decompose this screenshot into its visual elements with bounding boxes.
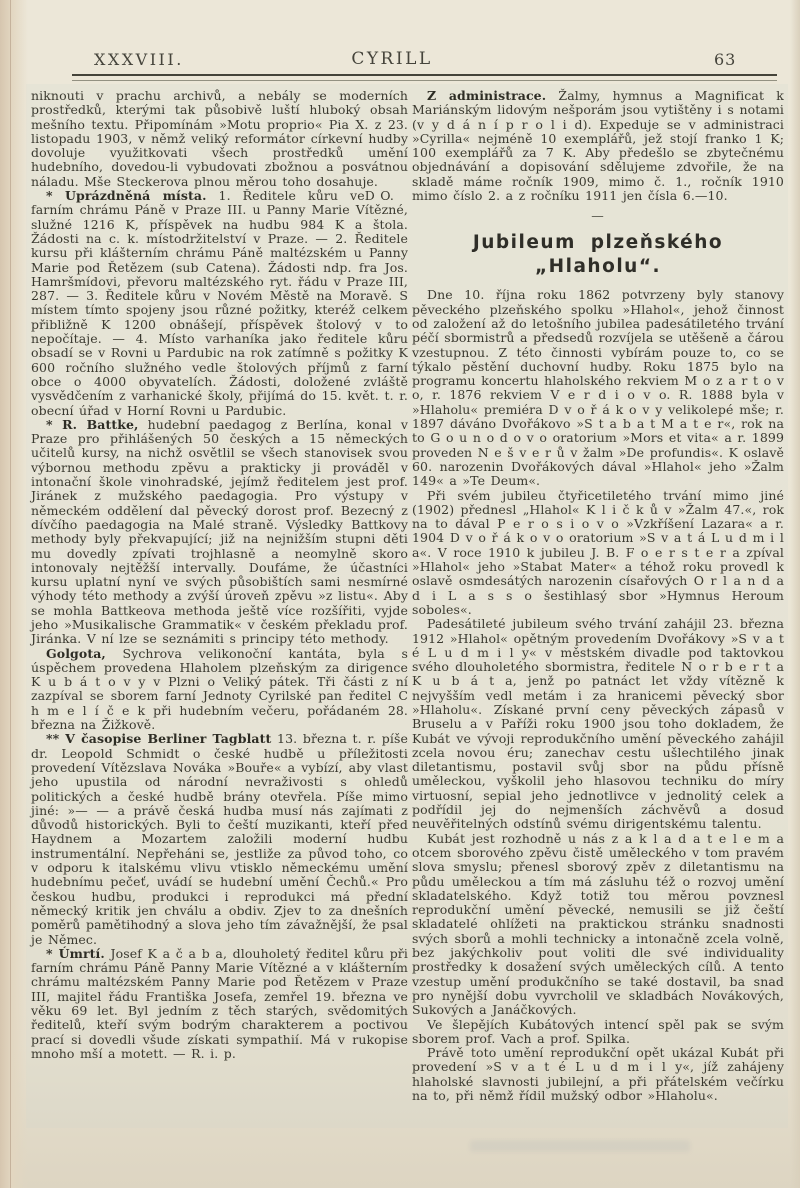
article-title bbox=[412, 231, 784, 279]
header-rule bbox=[72, 74, 777, 81]
paragraph-obituary bbox=[31, 947, 408, 1061]
paragraph-golgota bbox=[31, 647, 408, 733]
section-lead: * Uprázdněná místa. bbox=[46, 188, 207, 204]
page-number: 63 bbox=[714, 50, 737, 69]
paragraph-vacant-positions bbox=[31, 189, 408, 418]
paragraph-text: Sychrova velikonoční kantáta, byla s úspěchem provedena Hlaholem plzeňským za dirigence K u b á t o v y v Plzni o Veliký pátek. Tři části z ní zazpíval se sborem farní Jednoty Cyrilské pan ředitel C h m e l í č e k při hudebním večeru, pořádaném 28. března na Žižkově. bbox=[31, 645, 408, 733]
paragraph-text: 1. Ředitele kůru ve farním chrámu Páně v Praze III. u Panny Marie Vítězné, služné 1216 K, příspěvek na hudbu 984 K a štola. Žádosti na c. k. místodržitelství v Praze. — 2. Ředitele kursu při klášterním chrámu Páně maltézském u Panny Marie pod Řetězem (sub Catena). Žádosti ndp. fra Jos. Hamršmídovi, převoru maltézského ryt. řádu v Praze III, 287. — 3. Ředitele kůru v Novém Městě na Moravě. S místem tímto spojeny jsou různé požitky, kteréž celkem přibližně K 1200 obnášejí, příspěvek štolový v to nepočítaje. — 4. Místo varhaníka jako ředitele kůru obsadí se v Rovni u Pardubic na rok zatímně s požitky K 600 ročního služného vedle štolových příjmů z farní obce o 4000 obyvatelích. Žádosti, doložené zvláště vysvědčením z varhanické školy, přijímá do 15. květ. t. r. obecní úřad v Horní Rovni u Pardubic. bbox=[31, 188, 408, 418]
paragraph-administration bbox=[412, 89, 784, 203]
paragraph-berliner-tagblatt bbox=[31, 732, 408, 946]
article-paragraph: Při svém jubileu čtyřicetiletého trvání mimo jiné (1902) přednesl „Hlahol« K l i č k ů v »Žalm 47.«, rok na to dával P e r o s i o v o »Vzkříšení Lazara« a r. 1904 D v o ř á k o v o oratorium »S v a t á L u d m i l a«. V roce 1910 k jubileu J. B. F o e r s t e r a zpíval »Hlahol« jeho »Stabat Mater« a téhož roku provedl k oslavě osmdesátých narozenin císařových O r l a n d a d i L a s s o šestihlasý sbor »Hymnus Heroum soboles«. bbox=[412, 487, 784, 617]
section-lead: * R. Battke, bbox=[46, 416, 139, 432]
paragraph-text: niknouti v prachu archivů, a nebály se moderních prostředků, kterými tak působivě luští hluboký obsah mešního textu. Připomínám »Motu proprio« Pia X. z 23. listopadu 1903, v němž veliký reformátor církevní hudby dovoluje využitkovati všech prostředků umění hudebního, dovedou-li vybudovati zbožnou a posvátnou náladu. Mše Steckerova plnou měrou toho dosahuje. bbox=[31, 88, 408, 189]
section-separator: — bbox=[591, 208, 605, 224]
paragraph-text: Žalmy, hymnus a Magnificat k Mariánským lidovým nešporám jsou vytištěny i s notami (v y d á n í p r o l i d). Expeduje se v administraci »Cyrilla« nejméně 10 exemplářů, jež stojí franko 1 K; 100 exemplářů za 7 K. Aby předešlo se zbytečnému objednávání a dopisování sdělujeme zdvořile, že na skladě máme ročník 1909, mimo č. 1., ročník 1910 mimo číslo 2. a z ročníku 1911 jen čísla 6.—10. bbox=[412, 88, 784, 204]
left-column bbox=[31, 89, 408, 1061]
paragraph-text: 13. března t. r. píše dr. Leopold Schmidt o české hudbě u příležitosti provedení Vítězslava Nováka »Bouře« a vybízí, aby vlast jeho upustila od národní nevraživosti s ohledů politických a české hudbě brány otevřela. Píše mimo jiné: »— — a právě česká hudba musí nás zajímati z důvodů historických. Byli to čeští muzikanti, kteří před Haydnem a Mozartem založili moderní hudbu instrumentální. Nepřeháni se, jestliže za původ toho, co v odporu k italskému vlivu vtisklo německému umění hudebnímu pečeť, uvádí se hudební umění Čechů.« Pro českou hudbu, produkci i reprodukci má přední německý kritik jen chválu a obdiv. Zjev to za dnešních poměrů pamětihodný a slova jeho tím závažnější, že psal je Němec. bbox=[31, 731, 408, 947]
section-lead: ** V časopise Berliner Tagblatt bbox=[46, 731, 272, 747]
journal-title: CYRILL bbox=[351, 49, 433, 69]
paragraph-battke bbox=[31, 418, 408, 647]
right-column bbox=[412, 89, 784, 1103]
section-lead: Z administrace. bbox=[427, 88, 547, 103]
page-edge-shadow bbox=[790, 0, 800, 1188]
page-fold-shadow bbox=[0, 0, 28, 1188]
article-paragraph: Dne 10. října roku 1862 potvrzeny byly stanovy pěveckého plzeňského spolku »Hlahol«, jehož činnost od založení až do letošního jubilea padesátiletého trvání péčí sbormistrů a předsedů rozvíjela se utěšeně a čárou vzestupnou. Z této činnosti vybírám pouze to, co se týkalo pěstění duchovní hudby. Roku 1875 bylo na programu koncertu hlaholského rekviem M o z a r t o v o, r. 1876 rekviem V e r d i o v o. R. 1888 byla v »Hlaholu« premiéra D v o ř á k o v y velikolepé mše; r. 1897 dáváno Dvořákovo »S t a b a t M a t e r«, rok na to G o u n o d o v o oratorium »Mors et vita« a r. 1899 proveden N e š v e r ů v žalm »De profundis«. K oslavě 60. narozenin Dvořákových dával »Hlahol« jeho »Žalm 149« a »Te Deum«. bbox=[412, 287, 784, 489]
section-lead: Golgota, bbox=[46, 645, 106, 661]
article-title-line2: „Hlaholu“. bbox=[534, 256, 662, 278]
article-title-line1: Jubileum plzeňského bbox=[472, 232, 724, 254]
article-paragraph: Kubát jest rozhodně u nás z a k l a d a t e l e m a otcem sborového zpěvu čistě uměleckého v tom pravém slova smyslu; přenesl sborový zpěv z diletantismu na půdu uměleckou a tím má zásluhu též o rozvoj umění skladatelského. Když totiž tou měrou povznesl reprodukční umění pěvecké, nemusili se již čeští skladatelé ohlížeti na praktickou stránku snadnosti svých sborů a mohli technicky a intonačně zcela volně, bez jakýchkoliv pout voliti dle své individuality prostředky k dosažení svých uměleckých cílů. A tento vzestup umění produkčního se také dostavil, ba snad pro nynější dobu vyvrcholil ve skladbách Novákových, Sukových a Janáčkových. bbox=[412, 830, 784, 1018]
paragraph-text: Josef K a č a b a, dlouholetý ředitel kůru při farním chrámu Páně Panny Marie Vítězné a v klášterním chrámu maltézském Panny Marie pod Řetězem v Praze III, majitel řádu Františka Josefa, zemřel 19. března ve věku 69 let. Byl jedním z těch starých, svědomitých ředitelů, kteří svým bodrým charakterem a poctivou prací si dovedli všude získati sympathií. Má v rukopise mnoho mší a motett. — R. i. p. bbox=[31, 945, 408, 1061]
author-initials: D O. bbox=[364, 188, 394, 204]
paragraph-text: hudební paedagog z Berlína, konal v Praze pro přihlášených 50 českých a 15 německých učitelů kursy, na nichž osvětlil se všech stanovisek svou výbornou methodu zpěvu a prakticky ji prováděl v intonační škole vinohradské, jejímž ředitelem jest prof. Jiránek z mužského paedagogia. Pro výstupy v německém oddělení dal pěvecký dorost prof. Bezecný z dívčího paedagogia na Malé straně. Výsledky Battkovy methody byly překvapující; již na nejnižším stupni děti mu dovedly zpívati trojhlasně a neomylně skoro intonovaly nejtěžší intervally. Doufáme, že účastníci kursu uplatní nyní ve svých působištích sami nesmírné výhody této methody a zvýší úroveň zpěvu »z listu«. Aby se mohla Battkeova methoda ještě více rozšířiti, vyjde jeho »Musikalische Grammatik« v českém překladu prof. Jiránka. V ní lze se seznámiti s principy této methody. bbox=[31, 416, 408, 647]
section-lead: * Úmrtí. bbox=[46, 945, 105, 961]
article-paragraph: Padesátileté jubileum svého trvání zahájil 23. března 1912 »Hlahol« opětným provedením Dvořákovy »S v a t é L u d m i l y« v městském divadle pod taktovkou svého dlouholetého sbormistra, ředitele N o r b e r t a K u b á t a, jenž po patnáct let vždy vítězně k nejvyšším vedl metám i za hranicemi pěvecký sbor »Hlaholu«. Získané první ceny pěveckých zápasů v Bruselu a v Paříži roku 1900 jsou toho dokladem, že Kubát ve vývoji reprodukčního umění pěveckého zahájil zcela novou éru; zanechav cestu ušlechtilého jinak diletantismu, postavil svůj sbor na půdu přísně uměleckou, vyškolil jeho hlasovou techniku do míry virtuosní, sepial jeho jednotlivce v jednolitý celek a podřídil jej do nejmenších záchvěvů a dosud neuvěřitelných odstínů svému dirigentskému talentu. bbox=[412, 616, 784, 832]
page-fold-line bbox=[10, 0, 11, 1188]
volume-number: XXXVIII. bbox=[94, 50, 184, 69]
article-paragraph: Právě toto umění reprodukční opět ukázal Kubát při provedení »S v a t é L u d m i l y«, jíž zahájeny hlaholské slavnosti jubilejní, a při přátelském večírku na to, při němž řídil mužský odbor »Hlaholu«. bbox=[412, 1045, 784, 1103]
bleed-through-artifact bbox=[470, 1140, 690, 1152]
article-paragraph: Ve šlepějích Kubátových intencí spěl pak se svým sborem prof. Vach a prof. Spilka. bbox=[412, 1016, 784, 1046]
